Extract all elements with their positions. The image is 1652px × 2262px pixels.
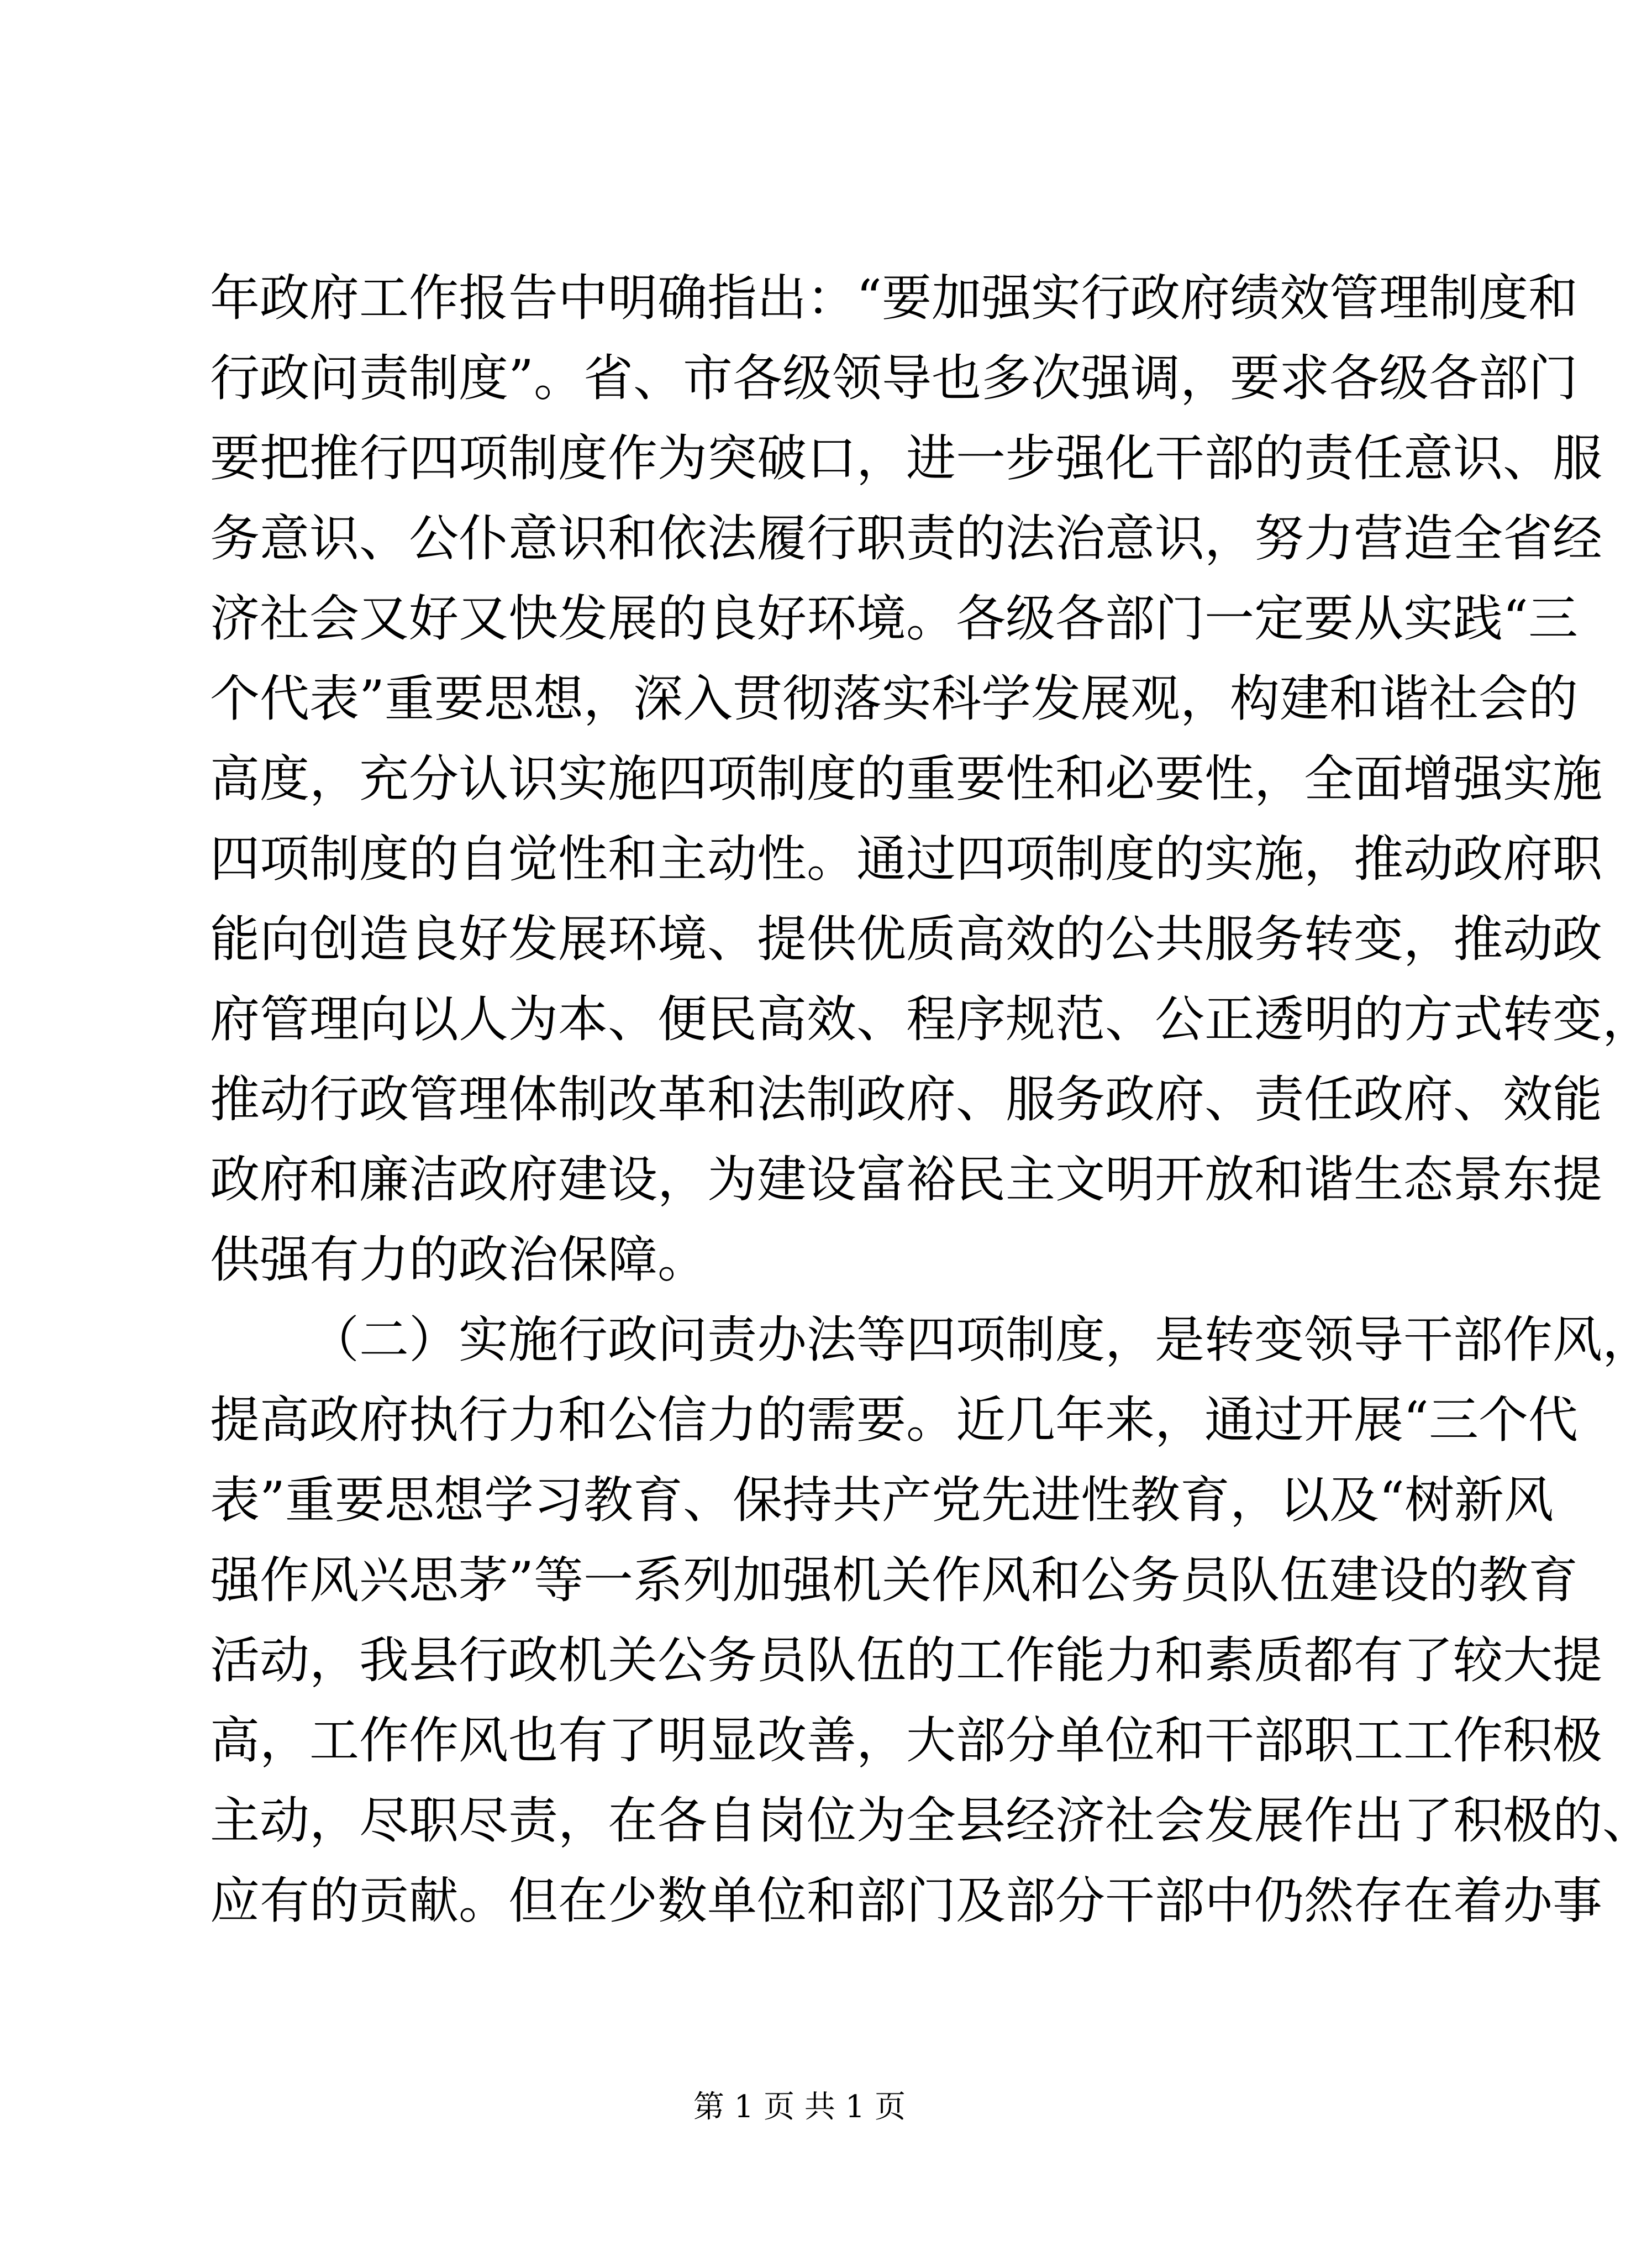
body-line-1: 年政府工作报告中明确指出：“要加强实行政府绩效管理制度和 [210,269,1579,327]
body-line-19: 高，工作作风也有了明显改善，大部分单位和干部职工工作积极 [210,1712,1602,1770]
body-line-7: 高度，充分认识实施四项制度的重要性和必要性，全面增强实施 [210,750,1602,808]
body-line-2: 行政问责制度”。省、市各级领导也多次强调，要求各级各部门 [210,349,1579,407]
body-line-13: 供强有力的政治保障。 [210,1231,707,1289]
body-line-3: 要把推行四项制度作为突破口，进一步强化干部的责任意识、服 [210,429,1602,487]
body-line-12: 政府和廉洁政府建设，为建设富裕民主文明开放和谐生态景东提 [210,1151,1602,1209]
body-line-15: 提高政府执行力和公信力的需要。近几年来，通过开展“三个代 [210,1391,1579,1449]
body-line-20: 主动，尽职尽责，在各自岗位为全县经济社会发展作出了积极的、 [210,1792,1652,1850]
body-line-11: 推动行政管理体制改革和法制政府、服务政府、责任政府、效能 [210,1070,1602,1129]
page-footer: 第 1 页 共 1 页 [693,2089,906,2125]
body-line-14: （二）实施行政问责办法等四项制度，是转变领导干部作风， [309,1311,1652,1369]
body-line-8: 四项制度的自觉性和主动性。通过四项制度的实施，推动政府职 [210,830,1602,888]
body-line-9: 能向创造良好发展环境、提供优质高效的公共服务转变，推动政 [210,910,1602,968]
body-line-6: 个代表”重要思想，深入贯彻落实科学发展观，构建和谐社会的 [210,670,1579,728]
body-line-17: 强作风兴思茅”等一系列加强机关作风和公务员队伍建设的教育 [210,1551,1579,1609]
body-line-18: 活动，我县行政机关公务员队伍的工作能力和素质都有了较大提 [210,1631,1602,1689]
body-line-10: 府管理向以人为本、便民高效、程序规范、公正透明的方式转变， [210,990,1652,1048]
body-line-4: 务意识、公仆意识和依法履行职责的法治意识，努力营造全省经 [210,510,1602,568]
body-line-16: 表”重要思想学习教育、保持共产党先进性教育，以及“树新风 [210,1471,1554,1529]
body-line-21: 应有的贡献。但在少数单位和部门及部分干部中仍然存在着办事 [210,1872,1602,1930]
body-line-5: 济社会又好又快发展的良好环境。各级各部门一定要从实践“三 [210,590,1579,648]
